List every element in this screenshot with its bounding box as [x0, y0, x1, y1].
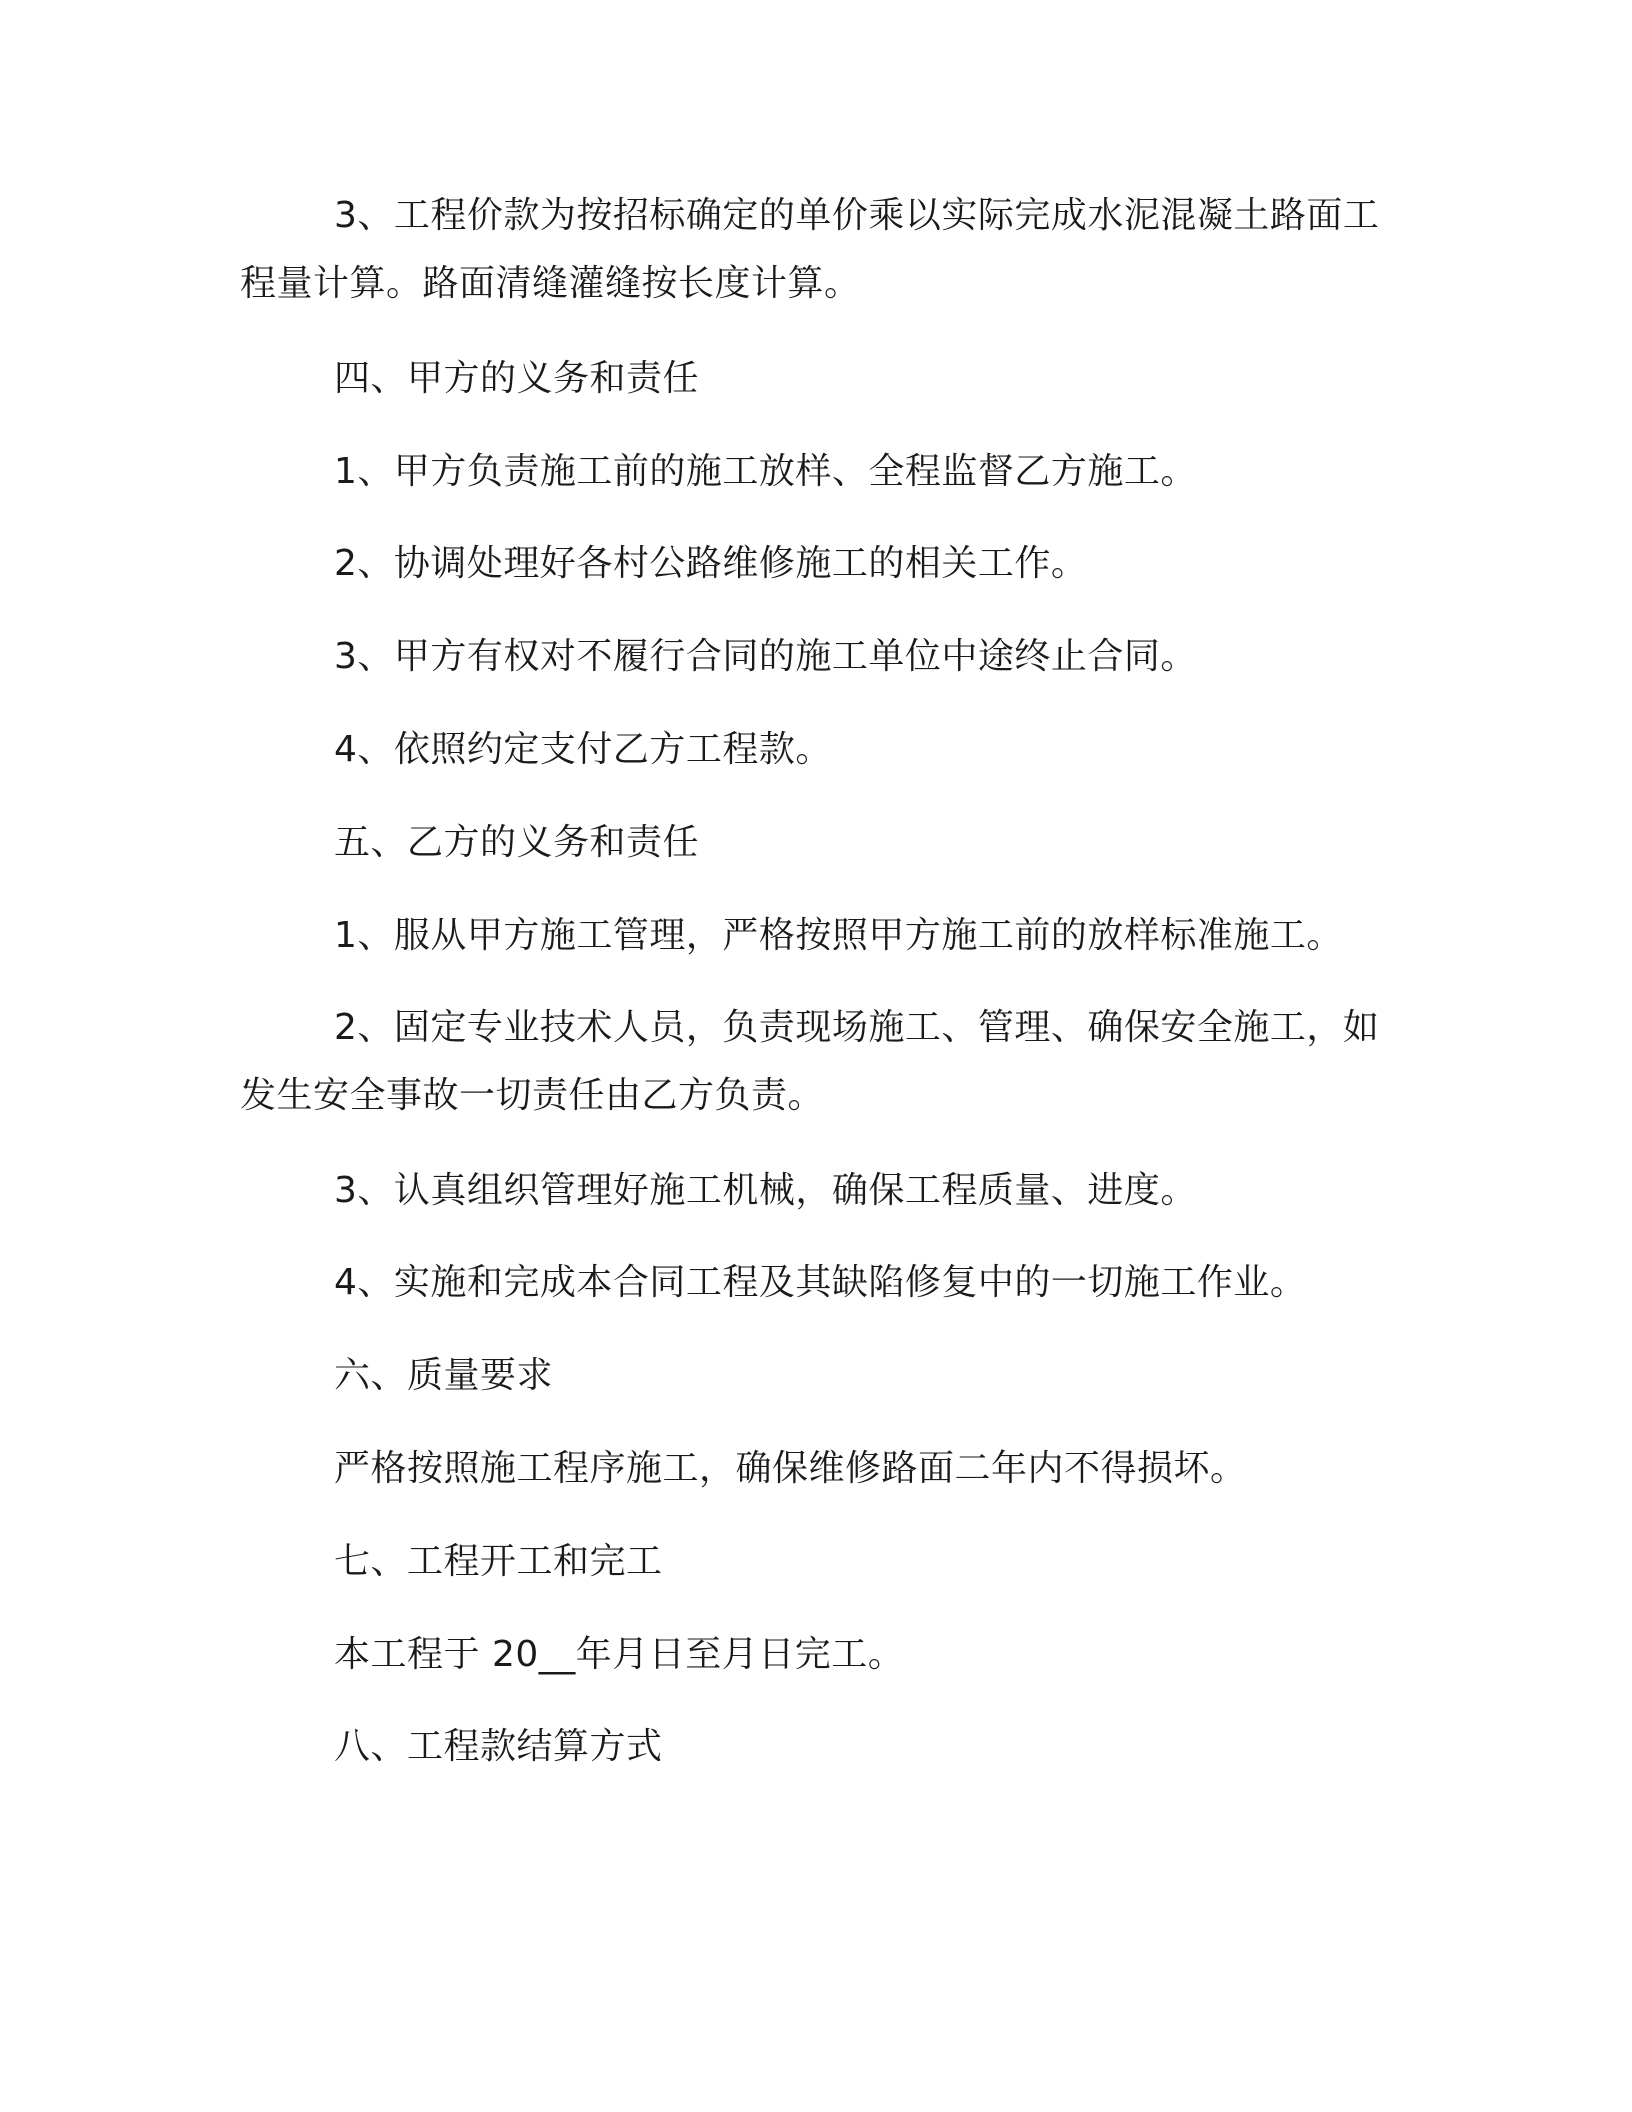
section-5-heading: 五、乙方的义务和责任 [334, 822, 700, 863]
clause-5-1: 1、服从甲方施工管理，严格按照甲方施工前的放样标准施工。 [334, 915, 1343, 956]
section-7-heading: 七、工程开工和完工 [334, 1541, 663, 1582]
clause-5-4: 4、实施和完成本合同工程及其缺陷修复中的一切施工作业。 [334, 1262, 1307, 1303]
clause-5-3: 3、认真组织管理好施工机械，确保工程质量、进度。 [334, 1170, 1197, 1211]
clause-4-3: 3、甲方有权对不履行合同的施工单位中途终止合同。 [334, 636, 1197, 677]
clause-3-price: 3、工程价款为按招标确定的单价乘以实际完成水泥混凝土路面工程量计算。路面清缝灌缝按长度计算。 [240, 195, 1380, 304]
section-6-heading: 六、质量要求 [334, 1355, 554, 1396]
clause-4-2: 2、协调处理好各村公路维修施工的相关工作。 [334, 543, 1088, 584]
section-8-heading: 八、工程款结算方式 [334, 1726, 663, 1767]
clause-4-1: 1、甲方负责施工前的施工放样、全程监督乙方施工。 [334, 451, 1197, 492]
clause-6-text: 严格按照施工程序施工，确保维修路面二年内不得损坏。 [334, 1448, 1247, 1489]
clause-5-2: 2、固定专业技术人员，负责现场施工、管理、确保安全施工，如发生安全事故一切责任由乙方负责。 [240, 1007, 1380, 1116]
clause-7-text: 本工程于 20__年月日至月日完工。 [334, 1634, 905, 1675]
clause-4-4: 4、依照约定支付乙方工程款。 [334, 729, 832, 770]
section-4-heading: 四、甲方的义务和责任 [334, 358, 700, 399]
